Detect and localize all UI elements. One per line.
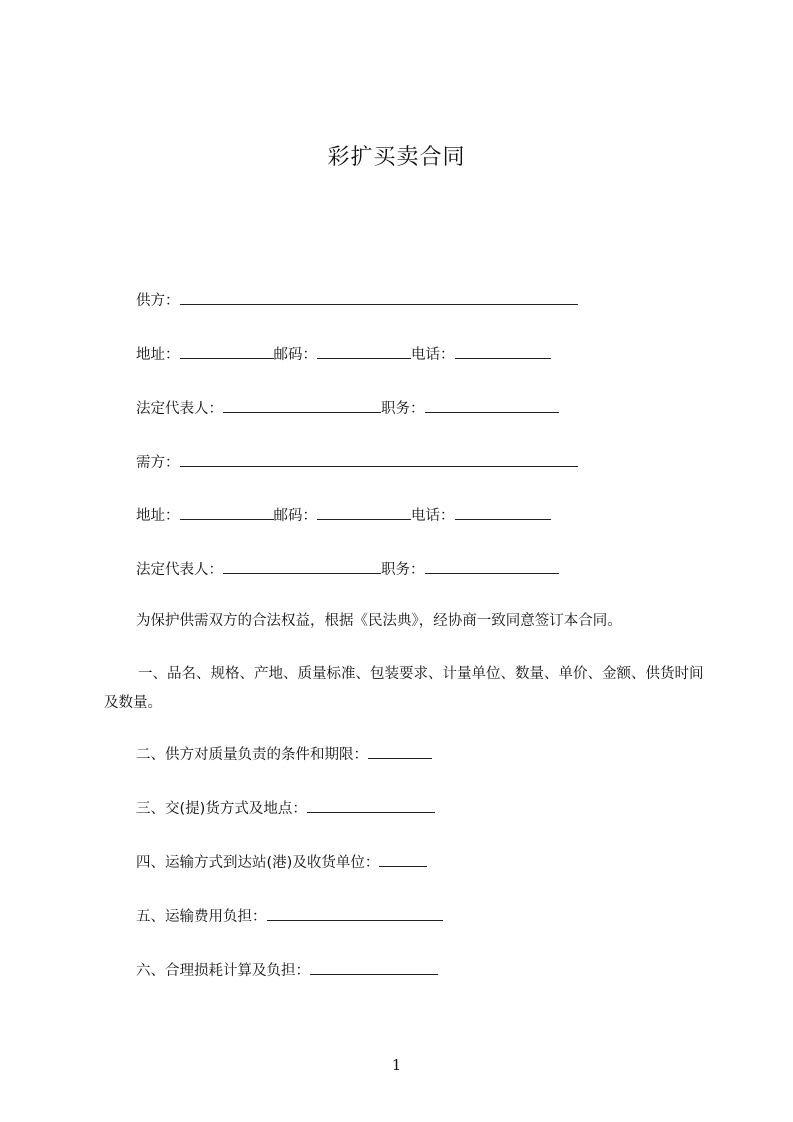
buyer-address-blank[interactable] xyxy=(180,505,274,520)
supplier-phone-blank[interactable] xyxy=(455,344,551,359)
clause-5-blank[interactable] xyxy=(267,906,443,921)
intro-paragraph: 为保护供需双方的合法权益，根据《民法典》，经协商一致同意签订本合同。 xyxy=(136,613,622,629)
buyer-address-row xyxy=(136,505,551,526)
clause-3-label: 三、交(提)货方式及地点： xyxy=(136,801,307,817)
supplier-rep-blank[interactable] xyxy=(223,398,381,413)
buyer-name-blank[interactable] xyxy=(180,452,578,467)
buyer-name-row xyxy=(136,452,578,473)
clause-6-blank[interactable] xyxy=(310,960,438,975)
clause-3-row xyxy=(136,798,435,819)
supplier-name-blank[interactable] xyxy=(180,290,578,305)
clause-3-blank[interactable] xyxy=(307,798,435,813)
buyer-rep-label: 法定代表人： xyxy=(136,562,223,578)
buyer-postcode-blank[interactable] xyxy=(317,505,411,520)
supplier-position-label: 职务： xyxy=(381,401,425,417)
supplier-name-row xyxy=(136,290,578,311)
buyer-rep-row xyxy=(136,559,559,580)
clause-4-blank[interactable] xyxy=(379,852,427,867)
clause-4-label: 四、运输方式到达站(港)及收货单位： xyxy=(136,855,380,871)
supplier-address-label: 地址： xyxy=(136,347,180,363)
supplier-name-label: 供方： xyxy=(136,293,180,309)
supplier-address-row xyxy=(136,344,551,365)
clause-5-row xyxy=(136,906,443,927)
supplier-address-blank[interactable] xyxy=(180,344,274,359)
buyer-name-label: 需方： xyxy=(136,455,180,471)
clause-2-label: 二、供方对质量负责的条件和期限： xyxy=(136,747,368,763)
clause-5-label: 五、运输费用负担： xyxy=(136,909,267,925)
page-number: 1 xyxy=(391,1056,402,1074)
buyer-postcode-label: 邮码： xyxy=(273,508,317,524)
buyer-rep-blank[interactable] xyxy=(223,559,381,574)
document-title: 彩扩买卖合同 xyxy=(327,145,466,170)
supplier-rep-row xyxy=(136,398,559,419)
supplier-postcode-blank[interactable] xyxy=(317,344,411,359)
buyer-phone-blank[interactable] xyxy=(455,505,551,520)
supplier-phone-label: 电话： xyxy=(411,347,455,363)
clause-4-row xyxy=(136,852,427,873)
clause-6-label: 六、合理损耗计算及负担： xyxy=(136,963,310,979)
clause-6-row xyxy=(136,960,438,981)
supplier-position-blank[interactable] xyxy=(425,398,559,413)
buyer-position-blank[interactable] xyxy=(425,559,559,574)
clause-1: 一、品名、规格、产地、质量标准、包装要求、计量单位、数量、单价、金额、供货时间及数量。 xyxy=(104,666,704,711)
supplier-postcode-label: 邮码： xyxy=(273,347,317,363)
clause-2-row xyxy=(136,744,432,765)
buyer-phone-label: 电话： xyxy=(411,508,455,524)
supplier-rep-label: 法定代表人： xyxy=(136,401,223,417)
buyer-address-label: 地址： xyxy=(136,508,180,524)
buyer-position-label: 职务： xyxy=(381,562,425,578)
clause-2-blank[interactable] xyxy=(368,744,432,759)
